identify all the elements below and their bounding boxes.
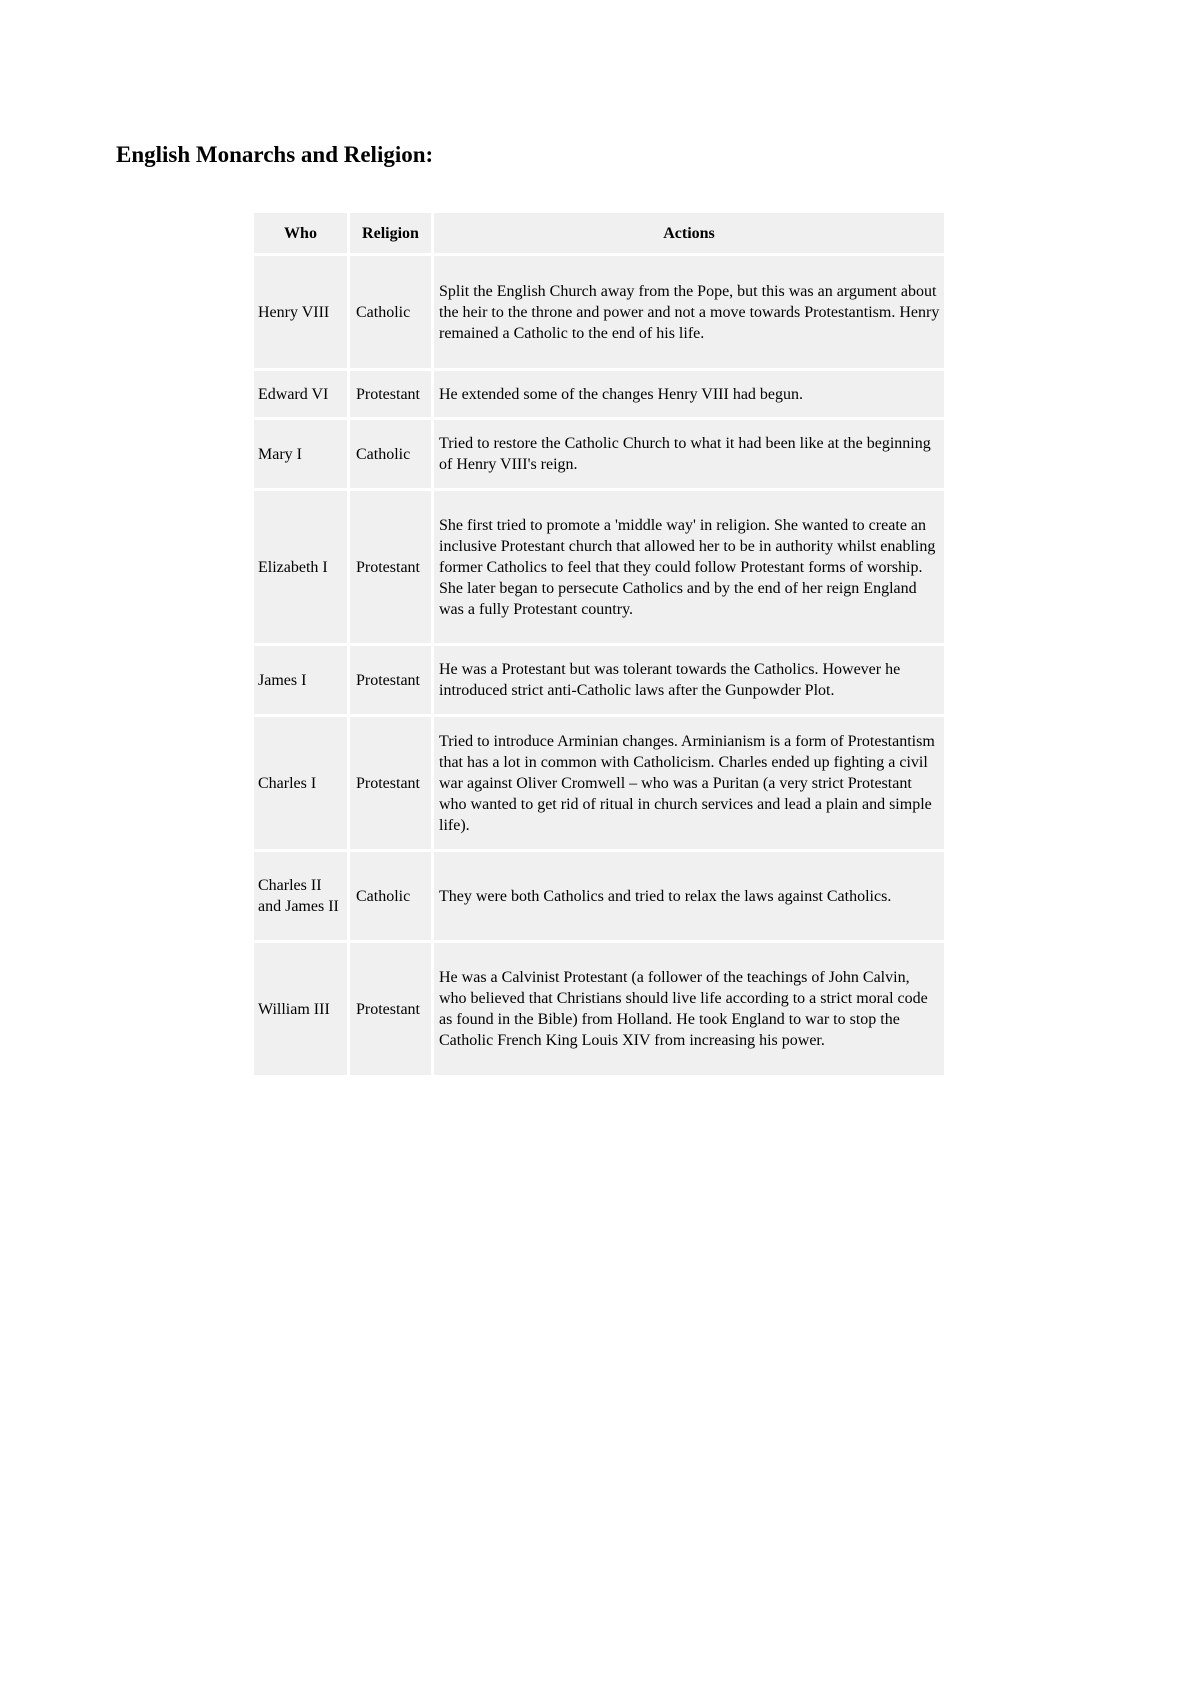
cell-religion: Protestant (350, 717, 431, 849)
cell-who: James I (254, 646, 347, 714)
cell-actions: Tried to restore the Catholic Church to what it had been like at the beginning of Henry VIII's reign. (434, 420, 944, 488)
table-row (254, 491, 944, 643)
monarchs-table-container (254, 213, 950, 1075)
table-row (254, 256, 944, 368)
table-row (254, 646, 944, 714)
header-who: Who (254, 213, 347, 253)
monarchs-table (251, 210, 947, 1078)
cell-religion: Catholic (350, 256, 431, 368)
cell-who: Charles II and James II (254, 852, 347, 940)
cell-actions: He was a Calvinist Protestant (a follower of the teachings of John Calvin, who believed that Christians should live life according to a strict moral code as found in the Bible) from Holland. He took England to war to stop the Catholic French King Louis XIV from increasing his power. (434, 943, 944, 1075)
cell-actions: Split the English Church away from the Pope, but this was an argument about the heir to the throne and power and not a move towards Protestantism. Henry remained a Catholic to the end of his life. (434, 256, 944, 368)
cell-religion: Protestant (350, 491, 431, 643)
cell-religion: Protestant (350, 371, 431, 417)
cell-who: Henry VIII (254, 256, 347, 368)
cell-actions: They were both Catholics and tried to relax the laws against Catholics. (434, 852, 944, 940)
header-actions: Actions (434, 213, 944, 253)
table-row (254, 371, 944, 417)
cell-religion: Catholic (350, 852, 431, 940)
table-row (254, 717, 944, 849)
cell-who: William III (254, 943, 347, 1075)
cell-who: Mary I (254, 420, 347, 488)
cell-who: Elizabeth I (254, 491, 347, 643)
table-row (254, 420, 944, 488)
header-religion: Religion (350, 213, 431, 253)
cell-who: Charles I (254, 717, 347, 849)
cell-religion: Protestant (350, 943, 431, 1075)
cell-actions: She first tried to promote a 'middle way' in religion. She wanted to create an inclusive Protestant church that allowed her to be in authority whilst enabling former Catholics to feel that they could follow Protestant forms of worship. She later began to persecute Catholics and by the end of her reign England was a fully Protestant country. (434, 491, 944, 643)
cell-actions: He was a Protestant but was tolerant towards the Catholics. However he introduced strict anti-Catholic laws after the Gunpowder Plot. (434, 646, 944, 714)
cell-actions: He extended some of the changes Henry VIII had begun. (434, 371, 944, 417)
cell-who: Edward VI (254, 371, 347, 417)
table-row (254, 852, 944, 940)
table-header-row (254, 213, 944, 253)
cell-actions: Tried to introduce Arminian changes. Arminianism is a form of Protestantism that has a lot in common with Catholicism. Charles ended up fighting a civil war against Oliver Cromwell – who was a Puritan (a very strict Protestant who wanted to get rid of ritual in church services and lead a plain and simple life). (434, 717, 944, 849)
cell-religion: Protestant (350, 646, 431, 714)
table-row (254, 943, 944, 1075)
page-title: English Monarchs and Religion: (116, 142, 434, 167)
cell-religion: Catholic (350, 420, 431, 488)
